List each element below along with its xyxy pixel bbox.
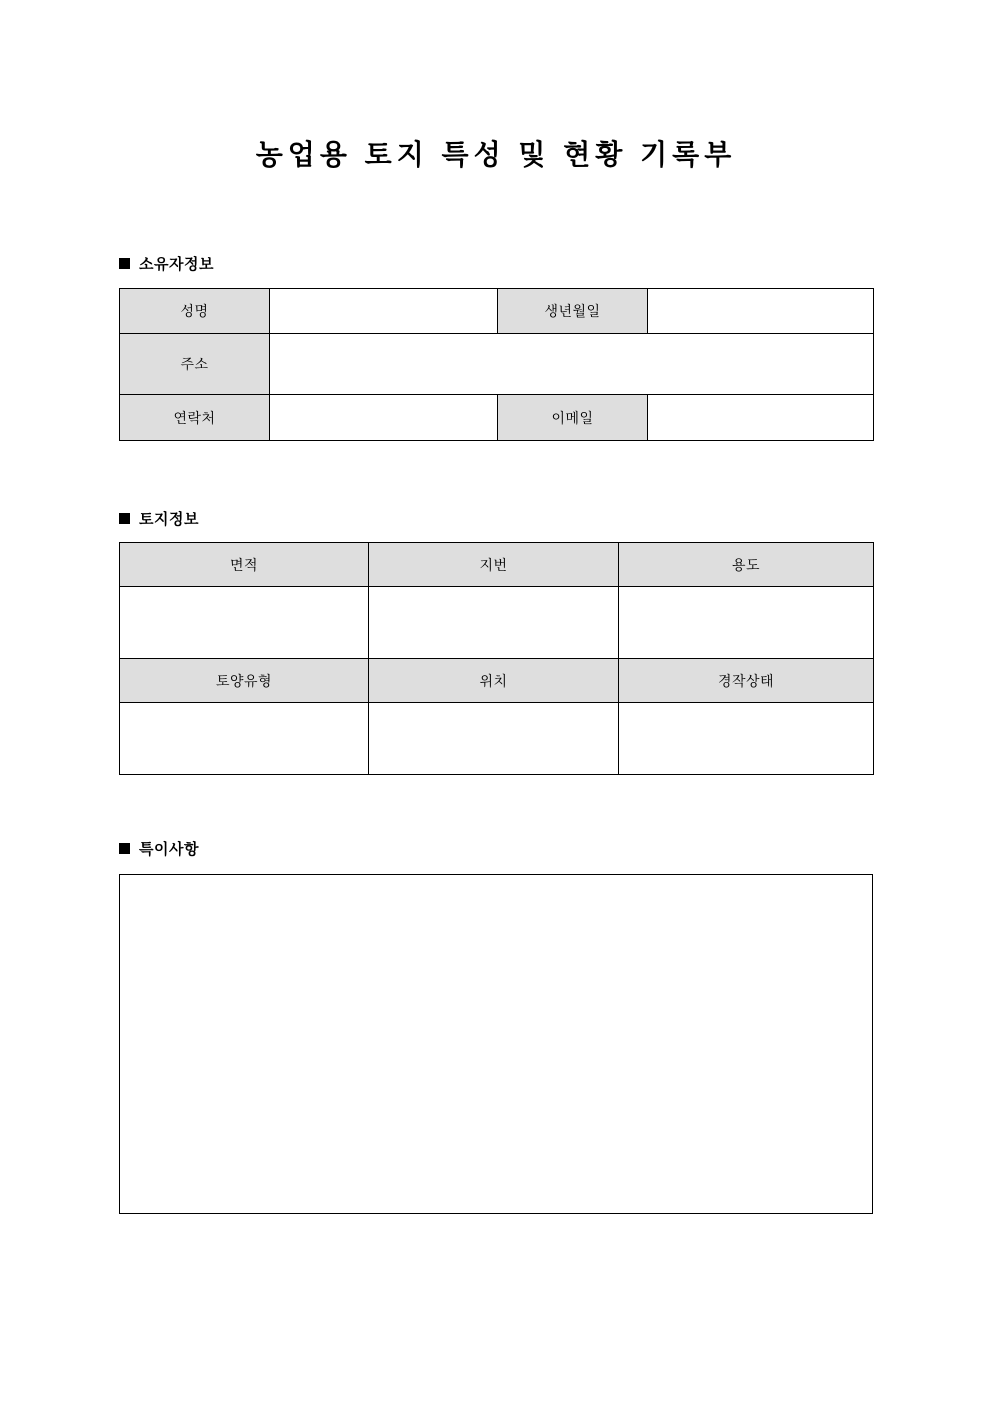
- square-bullet-icon: [119, 513, 130, 524]
- square-bullet-icon: [119, 258, 130, 269]
- land-row: [120, 703, 874, 775]
- land-value-cell[interactable]: [369, 703, 619, 775]
- owner-label-cell: 연락처: [120, 395, 270, 441]
- square-bullet-icon: [119, 843, 130, 854]
- land-label-cell: 토양유형: [120, 659, 369, 703]
- land-value-cell[interactable]: [619, 703, 874, 775]
- land-value-cell[interactable]: [369, 587, 619, 659]
- land-row: [120, 659, 874, 703]
- section-heading-notes: [119, 838, 199, 859]
- owner-value-cell[interactable]: [270, 395, 498, 441]
- owner-label-cell: 생년월일: [498, 289, 648, 334]
- land-info-table: [119, 542, 874, 775]
- land-value-cell[interactable]: [619, 587, 874, 659]
- land-value-cell[interactable]: [120, 587, 369, 659]
- section-heading-owner: [119, 253, 214, 274]
- land-label-cell: 면적: [120, 543, 369, 587]
- owner-value-cell[interactable]: [270, 334, 874, 395]
- notes-input-area[interactable]: [119, 874, 873, 1214]
- section-heading-owner-label: 소유자정보: [139, 256, 214, 273]
- section-heading-land-label: 토지정보: [139, 511, 199, 528]
- owner-label-cell: 성명: [120, 289, 270, 334]
- owner-row: [120, 289, 874, 334]
- land-table-body: [120, 543, 874, 775]
- owner-value-cell[interactable]: [648, 289, 874, 334]
- owner-value-cell[interactable]: [648, 395, 874, 441]
- land-row: [120, 543, 874, 587]
- land-label-cell: 경작상태: [619, 659, 874, 703]
- owner-label-cell: 이메일: [498, 395, 648, 441]
- land-value-cell[interactable]: [120, 703, 369, 775]
- land-label-cell: 위치: [369, 659, 619, 703]
- land-label-cell: 용도: [619, 543, 874, 587]
- owner-table-body: [120, 289, 874, 441]
- section-heading-notes-label: 특이사항: [139, 841, 199, 858]
- owner-row: [120, 334, 874, 395]
- owner-info-table: [119, 288, 874, 441]
- section-heading-land: [119, 508, 199, 529]
- land-label-cell: 지번: [369, 543, 619, 587]
- page-title: 농업용 토지 특성 및 현황 기록부: [255, 139, 737, 170]
- land-row: [120, 587, 874, 659]
- owner-value-cell[interactable]: [270, 289, 498, 334]
- owner-row: [120, 395, 874, 441]
- owner-label-cell: 주소: [120, 334, 270, 395]
